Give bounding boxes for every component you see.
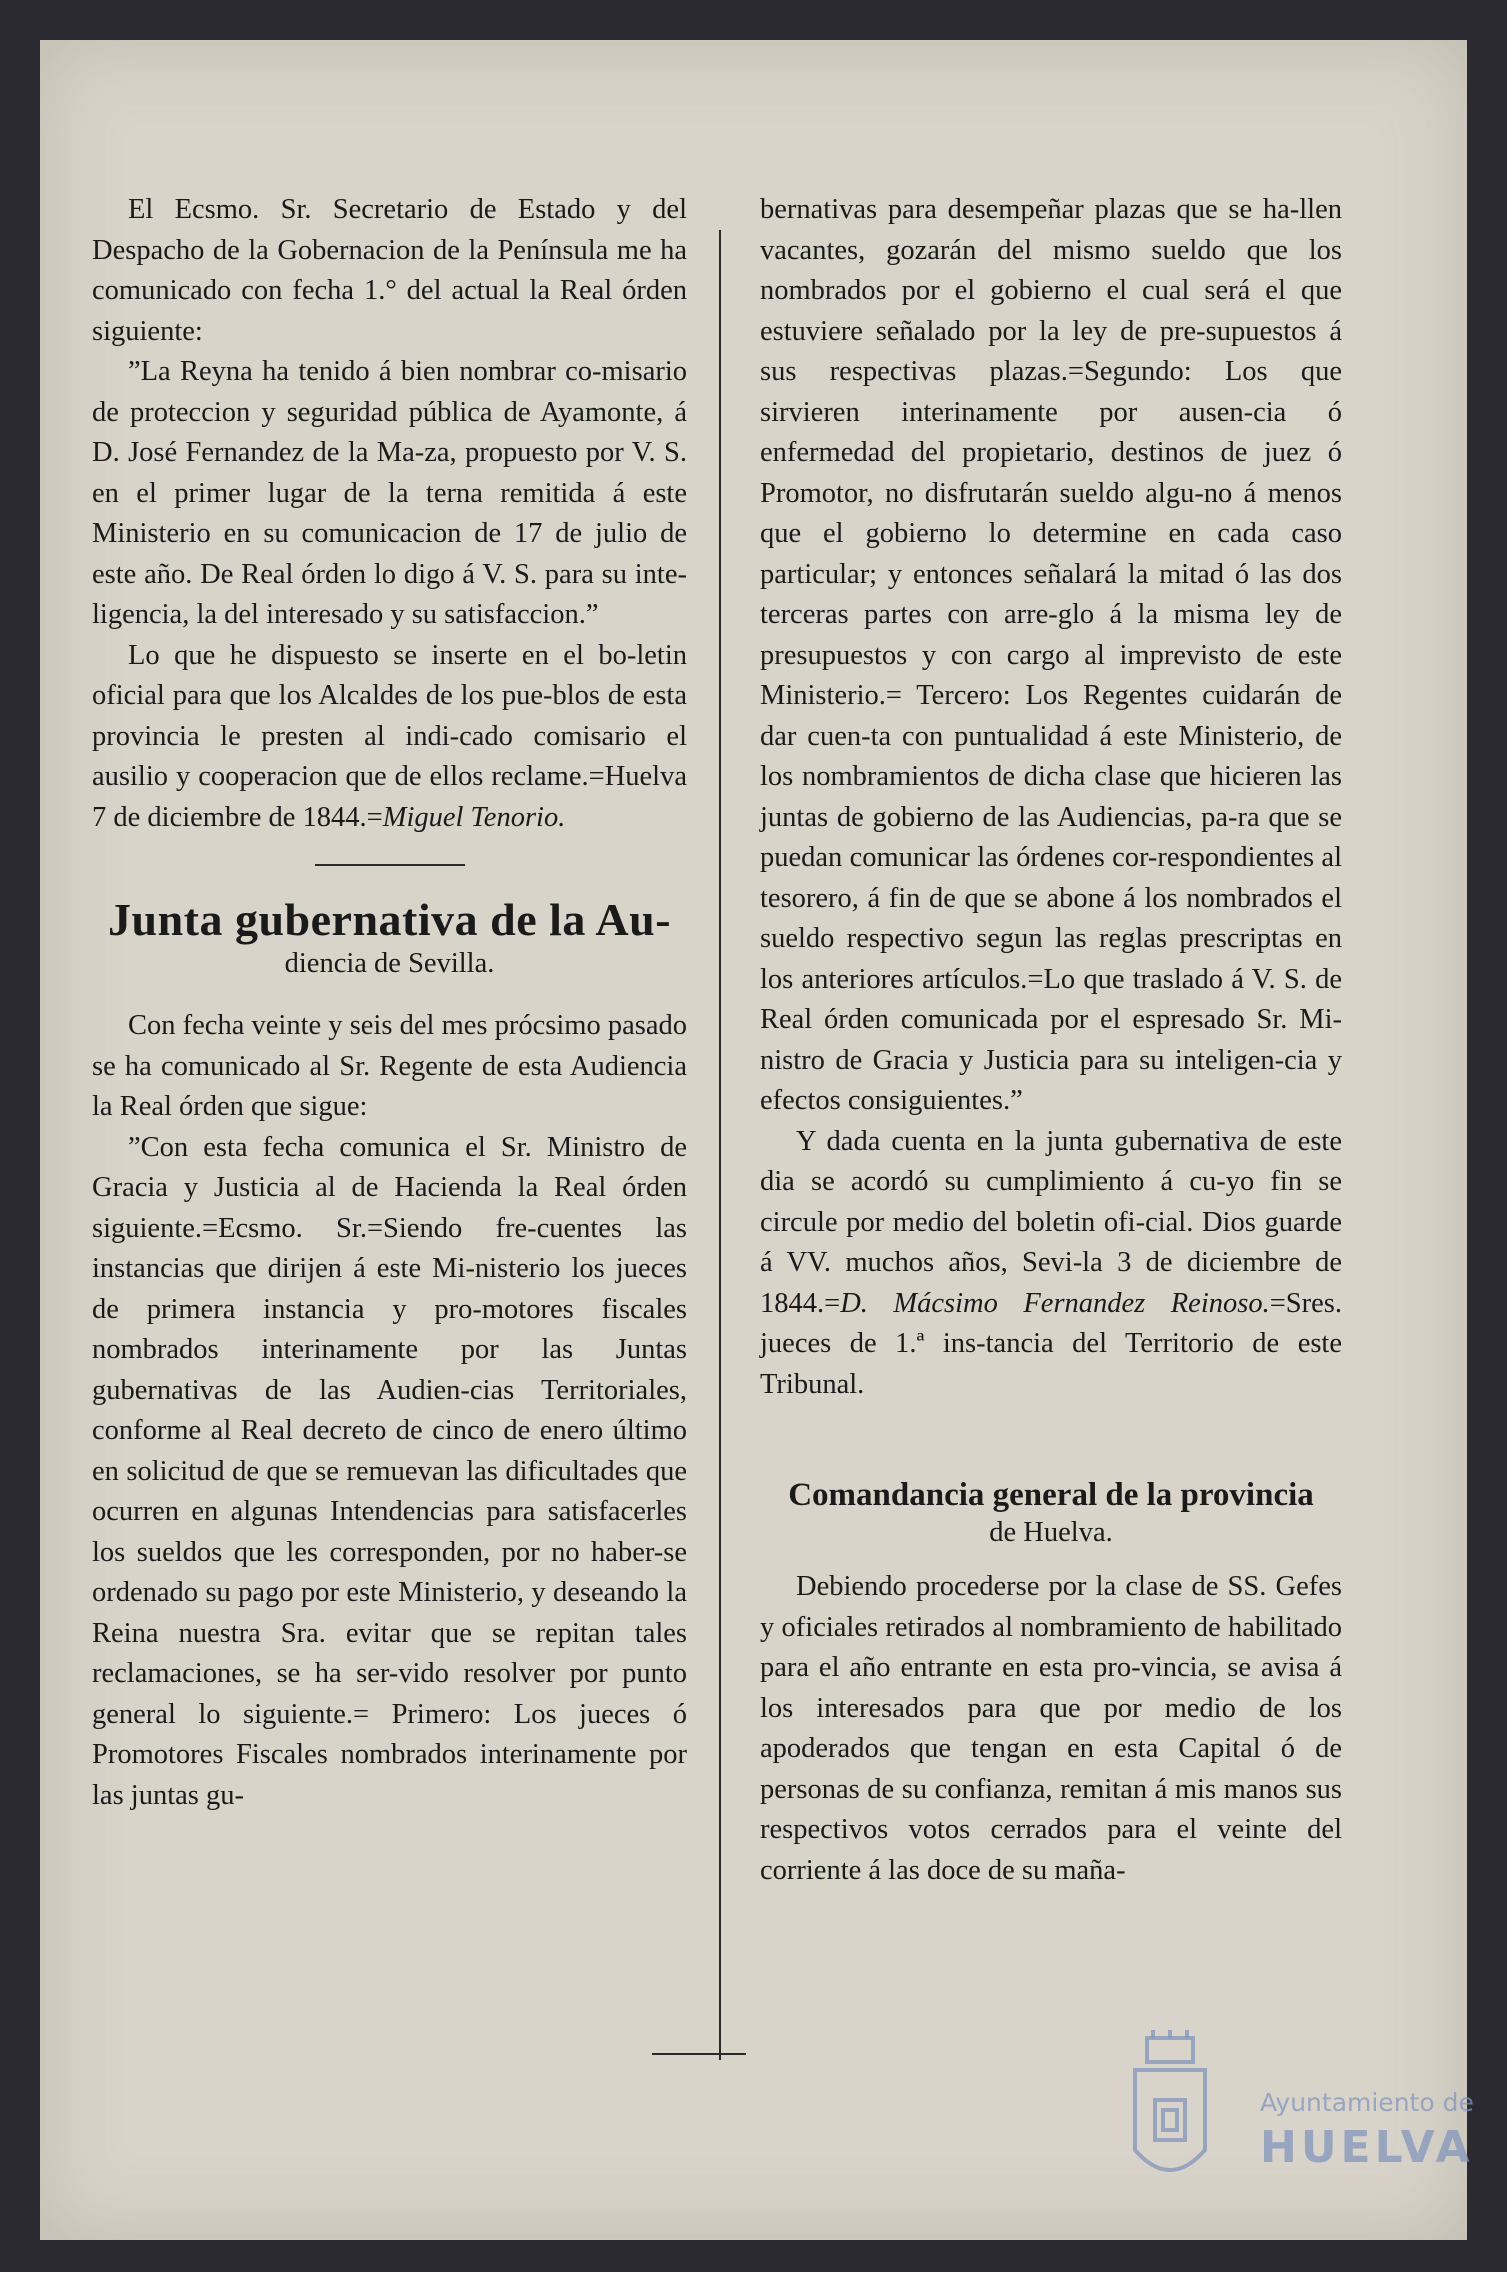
section-subheading-junta: diencia de Sevilla. bbox=[284, 948, 495, 979]
paragraph-insertion-notice bbox=[92, 636, 687, 839]
section-heading-comandancia: Comandancia general de la provincia bbox=[788, 1477, 1314, 1513]
column-divider-tail bbox=[652, 2053, 746, 2055]
newspaper-page bbox=[40, 40, 1474, 2240]
paragraph-royal-order: ”La Reyna ha tenido á bien nombrar co-misario de proteccion y seguridad pública de Ayamonte, á D. José Fernandez de la Ma-za, propuesto por V. S. en el primer lugar de la terna remitida á este Ministerio en su comunicacion de 17 de julio de este año. De Real órden lo digo á V. S. para su inte-ligencia, la del interesado y su satisfaccion.” bbox=[92, 356, 687, 630]
junta-resolution-tail: =Sres. jueces de 1.ª ins-tancia del Territorio de este Tribunal. bbox=[760, 1287, 1342, 1400]
section-subheading-comandancia: de Huelva. bbox=[989, 1517, 1113, 1548]
insertion-notice-text: Lo que he dispuesto se inserte en el bo-letin oficial para que los Alcaldes de los pue-blos de esta provincia le presten al indi-cado comisario el ausilio y cooperacion que de ellos reclame.=Huelva 7 de diciembre de 1844.= bbox=[92, 639, 687, 833]
huelva-shield-icon bbox=[1115, 2030, 1225, 2200]
ayuntamiento-watermark bbox=[1075, 2030, 1475, 2240]
paragraph-comandancia-notice: Debiendo procederse por la clase de SS. Gefes y oficiales retirados al nombramiento de habilitado para el año entrante en esta pro-vincia, se avisa á los interesados para que por medio de los apoderados que tengan en esta Capital ó de personas de su confianza, remitan á mis manos sus respectivos votos cerrados para el veinte del corriente á las doce de su maña- bbox=[760, 1571, 1342, 1886]
paragraph-junta-intro: Con fecha veinte y seis del mes prócsimo pasado se ha comunicado al Sr. Regente de esta Audiencia la Real órden que sigue: bbox=[92, 1010, 687, 1122]
watermark-line1: Ayuntamiento de bbox=[1260, 2088, 1474, 2117]
column-divider bbox=[719, 230, 721, 2060]
section-heading-junta: Junta gubernativa de la Au- bbox=[107, 894, 672, 945]
paragraph-order-continuation: bernativas para desempeñar plazas que se ha-llen vacantes, gozarán del mismo sueldo que los nombrados por el gobierno el cual será el que estuviere señalado por la ley de pre-supuestos á sus respectivas plazas.=Segundo: Los que sirvieren interinamente por ausen-cia ó enfermedad del propietario, destinos de juez ó Promotor, no disfrutarán sueldo algu-no á menos que el gobierno lo determine en cada caso particular; y entonces señalará la mitad ó las dos terceras partes con arre-glo á la misma ley de presupuestos y con cargo al imprevisto de este Ministerio.= Tercero: Los Regentes cuidarán de dar cuen-ta con puntualidad á este Ministerio, de los nombramientos de dicha clase que hicieren las juntas de gobierno de las Audiencias, pa-ra que se puedan comunicar las órdenes cor-respondientes al tesorero, á fin de que se abone á los nombrados el sueldo respectivo segun las reglas prescriptas en los anteriores artículos.=Lo que traslado á V. S. de Real órden comunicada por el espresado Sr. Mi-nistro de Gracia y Justicia para su inteligen-cia y efectos consiguientes.” bbox=[760, 194, 1342, 1116]
right-column bbox=[760, 190, 1342, 1891]
watermark-line2: HUELVA bbox=[1260, 2122, 1474, 2173]
signature-miguel-tenorio: Miguel Tenorio. bbox=[382, 801, 566, 833]
paragraph-junta-resolution bbox=[760, 1122, 1342, 1406]
signature-macsimo-reinoso: D. Mácsimo Fernandez Reinoso. bbox=[840, 1287, 1270, 1319]
paragraph-ministry-order: ”Con esta fecha comunica el Sr. Ministro de Gracia y Justicia al de Hacienda la Real órden siguiente.=Ecsmo. Sr.=Siendo fre-cuentes las instancias que dirijen á este Mi-nisterio los jueces de primera instancia y pro-motores fiscales nombrados interinamente por las Juntas gubernativas de las Audien-cias Territoriales, conforme al Real decreto de cinco de enero último en solicitud de que se remuevan las dificultades que ocurren en algunas Intendencias para satisfacerles los sueldos que les corresponden, por no haber-se ordenado su pago por este Ministerio, y deseando la Reina nuestra Sra. evitar que se repitan tales reclamaciones, se ha ser-vido resolver por punto general lo siguiente.= Primero: Los jueces ó Promotores Fiscales nombrados interinamente por las juntas gu- bbox=[92, 1131, 687, 1811]
paragraph-decree-intro: El Ecsmo. Sr. Secretario de Estado y del Despacho de la Gobernacion de la Península me ha comunicado con fecha 1.° del actual la Real órden siguiente: bbox=[92, 194, 687, 347]
left-column bbox=[92, 190, 687, 1816]
section-divider bbox=[315, 864, 465, 866]
junta-resolution-text: Y dada cuenta en la junta gubernativa de este dia se acordó su cumplimiento á cu-yo fin se circule por medio del boletin ofi-cial. Dios guarde á VV. muchos años, Sevi-la 3 de diciembre de 1844.= bbox=[760, 1125, 1342, 1319]
